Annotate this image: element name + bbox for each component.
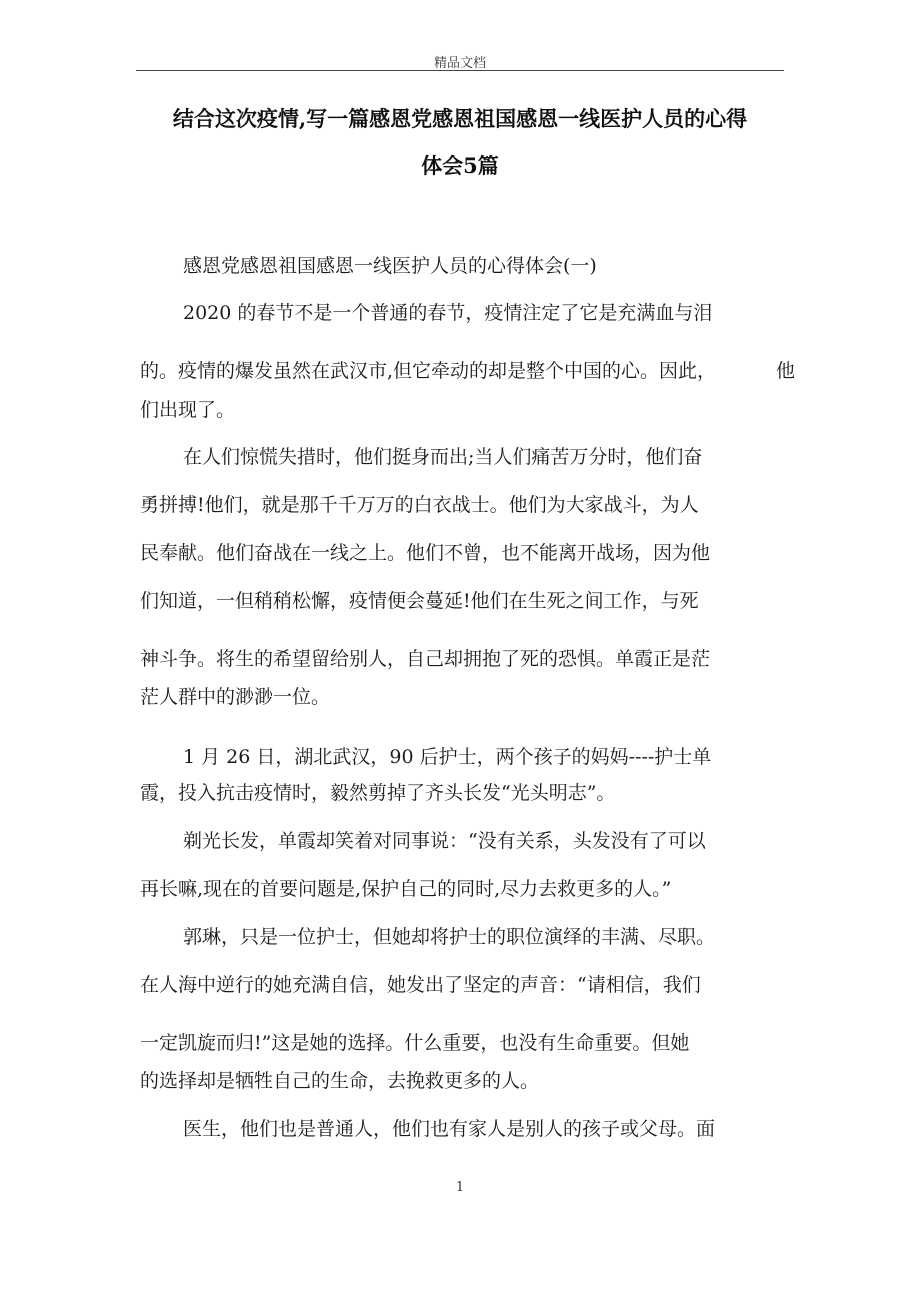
header-divider — [136, 70, 784, 71]
paragraph-3-line-1: 1 月 26 日，湖北武汉，90 后护士，两个孩子的妈妈----护士单 — [183, 746, 712, 768]
paragraph-2-line-6: 茫人群中的渺渺一位。 — [140, 686, 331, 708]
paragraph-4-line-2: 再长嘛,现在的首要问题是,保护自己的同时,尽力去救更多的人。” — [140, 878, 672, 900]
paragraph-1-line-2: 的。疫情的爆发虽然在武汉市,但它牵动的却是整个中国的心。因此， — [140, 360, 717, 382]
paragraph-5-line-2: 在人海中逆行的她充满自信，她发出了坚定的声音：“请相信，我们 — [140, 974, 701, 996]
paragraph-5-line-3: 一定凯旋而归!”这是她的选择。什么重要，也没有生命重要。但她 — [140, 1032, 690, 1054]
paragraph-2-line-4: 们知道，一但稍稍松懈，疫情便会蔓延!他们在生死之间工作，与死 — [140, 590, 699, 612]
paragraph-2-line-1: 在人们惊慌失措时，他们挺身而出;当人们痛苦万分时，他们奋 — [183, 446, 703, 468]
paragraph-5-line-4: 的选择却是牺牲自己的生命，去挽救更多的人。 — [140, 1070, 540, 1092]
paragraph-2-line-5: 神斗争。将生的希望留给别人，自己却拥抱了死的恐惧。单霞正是茫 — [140, 648, 711, 670]
paragraph-5-line-1: 郭琳，只是一位护士，但她却将护士的职位演绎的丰满、尽职。 — [183, 926, 716, 948]
paragraph-6-line-1: 医生，他们也是普通人，他们也有家人是别人的孩子或父母。面 — [183, 1118, 716, 1140]
section-heading: 感恩党感恩祖国感恩一线医护人员的心得体会(一) — [183, 255, 597, 277]
page-header-label: 精品文档 — [433, 56, 486, 71]
paragraph-1-line-1: 2020 的春节不是一个普通的春节，疫情注定了它是充满血与泪 — [183, 302, 713, 324]
paragraph-4-line-1: 剃光长发，单霞却笑着对同事说：“没有关系，头发没有了可以 — [183, 830, 706, 852]
paragraph-2-line-3: 民奉献。他们奋战在一线之上。他们不曾，也不能离开战场，因为他 — [140, 542, 711, 564]
document-title-line-2: 体会5篇 — [421, 153, 499, 178]
paragraph-1-line-3: 们出现了。 — [140, 399, 236, 421]
paragraph-2-line-2: 勇拼搏!他们，就是那千千万万的白衣战士。他们为大家战斗，为人 — [140, 494, 699, 516]
document-title-line-1: 结合这次疫情,写一篇感恩党感恩祖国感恩一线医护人员的心得 — [172, 106, 748, 131]
paragraph-3-line-2: 霞，投入抗击疫情时，毅然剪掉了齐头长发“光头明志”。 — [140, 782, 616, 804]
page-number: 1 — [455, 1180, 465, 1195]
paragraph-1-line-2-tail: 他 — [776, 360, 796, 382]
